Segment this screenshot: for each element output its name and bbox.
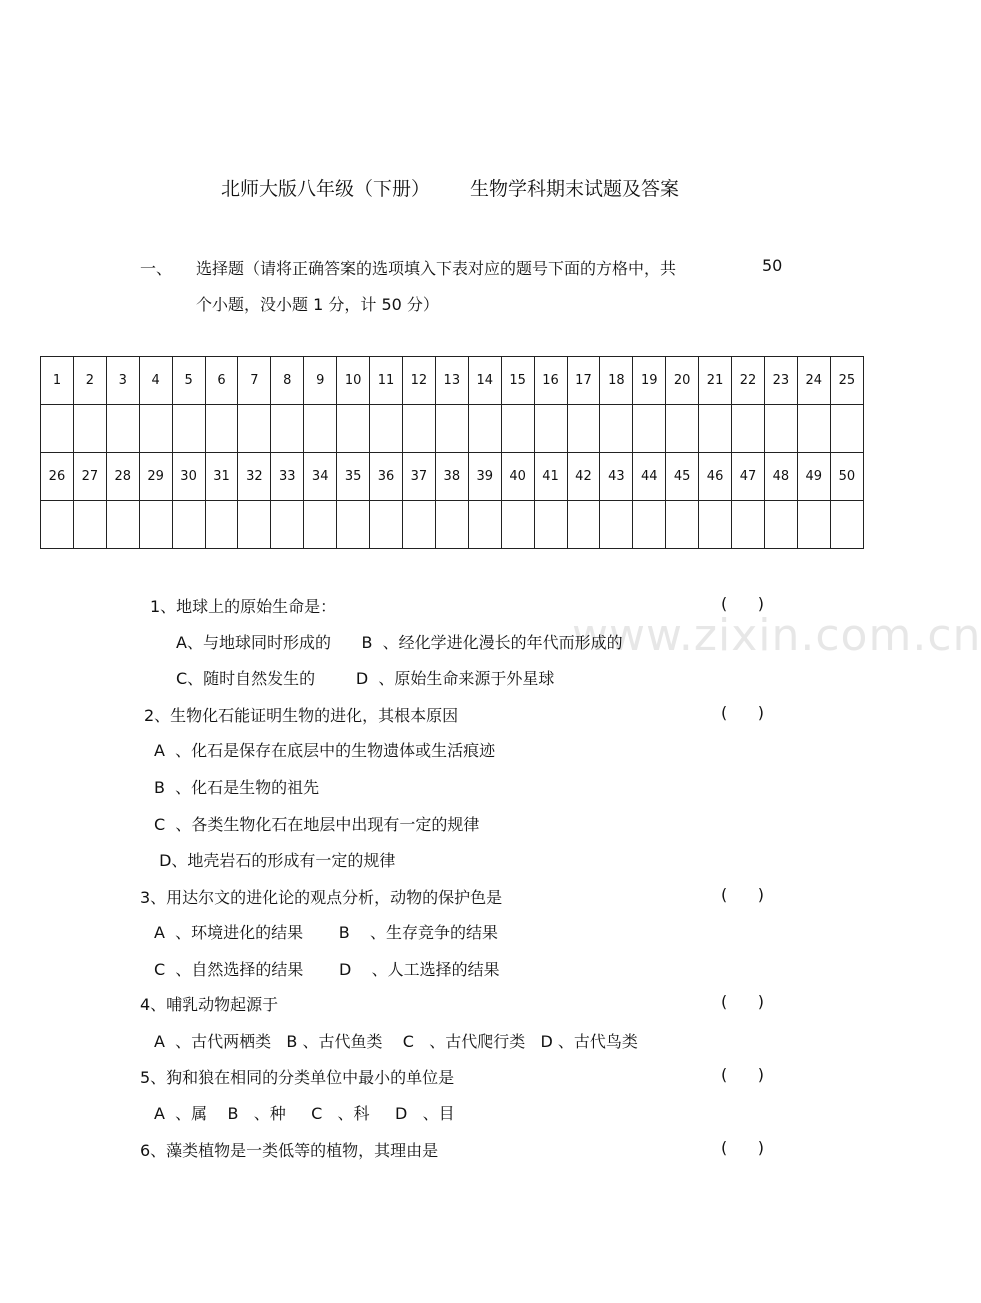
grid-number-cell: 13 xyxy=(435,357,468,405)
grid-number-cell: 15 xyxy=(501,357,534,405)
grid-number-cell: 6 xyxy=(205,357,238,405)
grid-number-cell: 33 xyxy=(271,453,304,501)
grid-number-cell: 20 xyxy=(666,357,699,405)
section-instructions-line1: 选择题（请将正确答案的选项填入下表对应的题号下面的方格中，共 xyxy=(196,259,677,278)
grid-number-cell: 18 xyxy=(600,357,633,405)
grid-number-row-1 xyxy=(41,357,864,405)
grid-number-cell: 40 xyxy=(501,453,534,501)
grid-number-cell: 36 xyxy=(370,453,403,501)
grid-answer-cell[interactable] xyxy=(666,501,699,549)
question-stem: 3、用达尔文的进化论的观点分析，动物的保护色是 xyxy=(140,888,503,907)
answer-parentheses: ( ) xyxy=(721,992,764,1011)
grid-number-cell: 4 xyxy=(139,357,172,405)
grid-answer-cell[interactable] xyxy=(699,405,732,453)
title-part-1: 北师大版八年级（下册） xyxy=(220,178,430,200)
grid-number-cell: 9 xyxy=(304,357,337,405)
grid-answer-cell[interactable] xyxy=(435,501,468,549)
grid-answer-row-1 xyxy=(41,405,864,453)
grid-number-cell: 42 xyxy=(567,453,600,501)
question-option-line: C 、自然选择的结果 D 、人工选择的结果 xyxy=(154,960,500,979)
grid-answer-cell[interactable] xyxy=(41,501,74,549)
grid-answer-cell[interactable] xyxy=(172,405,205,453)
grid-answer-cell[interactable] xyxy=(633,405,666,453)
grid-number-cell: 50 xyxy=(830,453,863,501)
grid-number-cell: 39 xyxy=(468,453,501,501)
grid-number-cell: 30 xyxy=(172,453,205,501)
grid-number-cell: 47 xyxy=(732,453,765,501)
grid-answer-cell[interactable] xyxy=(468,405,501,453)
page-title xyxy=(0,174,900,201)
grid-number-cell: 7 xyxy=(238,357,271,405)
grid-number-cell: 23 xyxy=(764,357,797,405)
question-option-line: D、地壳岩石的形成有一定的规律 xyxy=(154,851,396,870)
grid-number-cell: 48 xyxy=(764,453,797,501)
grid-number-cell: 49 xyxy=(797,453,830,501)
grid-answer-cell[interactable] xyxy=(271,405,304,453)
grid-number-cell: 44 xyxy=(633,453,666,501)
grid-answer-cell[interactable] xyxy=(370,405,403,453)
grid-answer-cell[interactable] xyxy=(370,501,403,549)
question-option-line: A 、古代两栖类 B 、古代鱼类 C 、古代爬行类 D 、古代鸟类 xyxy=(154,1032,638,1051)
question-option-line: A 、属 B 、种 C 、科 D 、目 xyxy=(154,1104,455,1123)
grid-number-cell: 14 xyxy=(468,357,501,405)
grid-answer-cell[interactable] xyxy=(830,501,863,549)
grid-answer-cell[interactable] xyxy=(501,501,534,549)
grid-number-cell: 28 xyxy=(106,453,139,501)
question-option-line: A 、环境进化的结果 B 、生存竞争的结果 xyxy=(154,923,499,942)
section-instructions-line2: 个小题，没小题 1 分，计 50 分） xyxy=(196,295,439,314)
grid-answer-cell[interactable] xyxy=(732,501,765,549)
grid-answer-cell[interactable] xyxy=(106,501,139,549)
question-stem: 1、地球上的原始生命是： xyxy=(150,597,337,616)
grid-number-cell: 32 xyxy=(238,453,271,501)
grid-number-cell: 11 xyxy=(370,357,403,405)
answer-grid xyxy=(40,356,864,549)
grid-answer-cell[interactable] xyxy=(534,405,567,453)
question-stem: 4、哺乳动物起源于 xyxy=(140,995,279,1014)
grid-answer-cell[interactable] xyxy=(205,405,238,453)
grid-number-cell: 8 xyxy=(271,357,304,405)
grid-number-cell: 5 xyxy=(172,357,205,405)
grid-answer-cell[interactable] xyxy=(73,501,106,549)
grid-number-cell: 45 xyxy=(666,453,699,501)
grid-number-cell: 21 xyxy=(699,357,732,405)
question-option-line: A 、化石是保存在底层中的生物遗体或生活痕迹 xyxy=(154,741,496,760)
grid-number-cell: 16 xyxy=(534,357,567,405)
grid-answer-cell[interactable] xyxy=(238,405,271,453)
grid-number-cell: 19 xyxy=(633,357,666,405)
grid-answer-cell[interactable] xyxy=(764,405,797,453)
grid-number-cell: 41 xyxy=(534,453,567,501)
grid-answer-cell[interactable] xyxy=(534,501,567,549)
grid-answer-cell[interactable] xyxy=(797,405,830,453)
grid-number-cell: 35 xyxy=(337,453,370,501)
grid-answer-cell[interactable] xyxy=(567,405,600,453)
grid-answer-cell[interactable] xyxy=(73,405,106,453)
grid-number-cell: 17 xyxy=(567,357,600,405)
grid-answer-row-2 xyxy=(41,501,864,549)
question-stem: 6、藻类植物是一类低等的植物，其理由是 xyxy=(140,1141,439,1160)
question-option-line: C、随时自然发生的 D 、原始生命来源于外星球 xyxy=(176,669,555,688)
grid-answer-cell[interactable] xyxy=(600,501,633,549)
grid-answer-cell[interactable] xyxy=(797,501,830,549)
grid-answer-cell[interactable] xyxy=(402,501,435,549)
grid-answer-cell[interactable] xyxy=(764,501,797,549)
question-stem: 2、生物化石能证明生物的进化，其根本原因 xyxy=(144,706,459,725)
grid-number-cell: 38 xyxy=(435,453,468,501)
grid-answer-cell[interactable] xyxy=(435,405,468,453)
grid-number-cell: 22 xyxy=(732,357,765,405)
grid-answer-cell[interactable] xyxy=(567,501,600,549)
grid-number-cell: 27 xyxy=(73,453,106,501)
question-stem: 5、狗和狼在相同的分类单位中最小的单位是 xyxy=(140,1068,455,1087)
grid-answer-cell[interactable] xyxy=(337,501,370,549)
section-number: 一、 xyxy=(140,259,173,278)
grid-number-cell: 29 xyxy=(139,453,172,501)
grid-number-cell: 26 xyxy=(41,453,74,501)
grid-answer-cell[interactable] xyxy=(830,405,863,453)
grid-answer-cell[interactable] xyxy=(337,405,370,453)
answer-parentheses: ( ) xyxy=(721,1138,764,1157)
grid-number-cell: 2 xyxy=(73,357,106,405)
grid-number-cell: 34 xyxy=(304,453,337,501)
grid-number-cell: 46 xyxy=(699,453,732,501)
answer-parentheses: ( ) xyxy=(721,1065,764,1084)
grid-number-cell: 37 xyxy=(402,453,435,501)
grid-answer-cell[interactable] xyxy=(666,405,699,453)
grid-number-cell: 1 xyxy=(41,357,74,405)
grid-answer-cell[interactable] xyxy=(271,501,304,549)
grid-number-cell: 3 xyxy=(106,357,139,405)
grid-answer-cell[interactable] xyxy=(238,501,271,549)
grid-number-cell: 10 xyxy=(337,357,370,405)
grid-answer-cell[interactable] xyxy=(633,501,666,549)
grid-number-cell: 24 xyxy=(797,357,830,405)
section-question-count: 50 xyxy=(762,256,783,275)
grid-answer-cell[interactable] xyxy=(699,501,732,549)
watermark: www.zixin.com.cn xyxy=(572,610,981,661)
grid-number-cell: 12 xyxy=(402,357,435,405)
grid-answer-cell[interactable] xyxy=(304,501,337,549)
grid-number-cell: 25 xyxy=(830,357,863,405)
grid-answer-cell[interactable] xyxy=(205,501,238,549)
grid-answer-cell[interactable] xyxy=(402,405,435,453)
grid-number-row-2 xyxy=(41,453,864,501)
grid-answer-cell[interactable] xyxy=(106,405,139,453)
grid-answer-cell[interactable] xyxy=(501,405,534,453)
answer-parentheses: ( ) xyxy=(721,703,764,722)
grid-number-cell: 31 xyxy=(205,453,238,501)
title-part-2: 生物学科期末试题及答案 xyxy=(470,178,680,200)
grid-answer-cell[interactable] xyxy=(600,405,633,453)
grid-answer-cell[interactable] xyxy=(139,405,172,453)
question-option-line: A、与地球同时形成的 B 、经化学进化漫长的年代而形成的 xyxy=(176,633,623,652)
answer-parentheses: ( ) xyxy=(721,594,764,613)
answer-parentheses: ( ) xyxy=(721,885,764,904)
grid-answer-cell[interactable] xyxy=(304,405,337,453)
question-option-line: C 、各类生物化石在地层中出现有一定的规律 xyxy=(154,815,480,834)
grid-answer-cell[interactable] xyxy=(41,405,74,453)
grid-answer-cell[interactable] xyxy=(172,501,205,549)
grid-number-cell: 43 xyxy=(600,453,633,501)
question-option-line: B 、化石是生物的祖先 xyxy=(154,778,320,797)
grid-answer-cell[interactable] xyxy=(732,405,765,453)
grid-answer-cell[interactable] xyxy=(468,501,501,549)
grid-answer-cell[interactable] xyxy=(139,501,172,549)
